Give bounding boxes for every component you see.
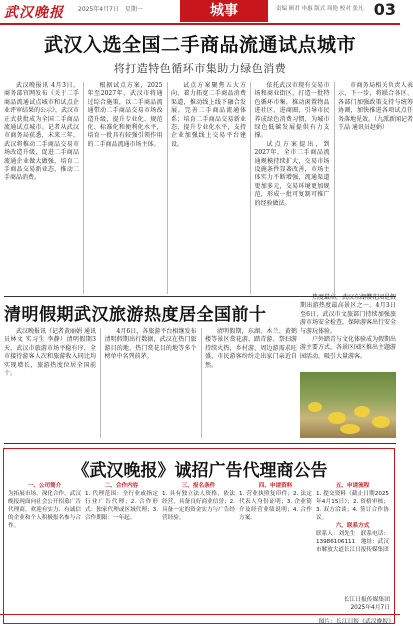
footer-credit: 图片：长江日报《武汉晚报》 [318,619,394,625]
headline-subtitle: 将打造特色循环市集助力绿色消费 [113,62,287,75]
ad-column: 四、申请资料 1. 营业执照复印件；2. 法定代表人身份证明；3. 企业简介及经营业绩说明；4. 合作方案。 [239,483,312,521]
ad-column: 三、报名条件 1. 具有独立法人资格，依法经营，具备良好商业信誉；2. 具备一定的资金实力与广告经营经验。 [162,483,235,521]
section-title: 城事 [180,0,268,22]
ad-column: 二、合作内容 1. 代理范围：全行业或指定行业广告代理；2. 合作形式：独家代理或区域代理；3. 合作期限：一年起。 [85,483,158,521]
ad-signature: 长江日报传媒集团 2025年4月7日 [343,597,390,611]
story1-column: 武汉晚报讯 4月3日，商务部官网发布《关于二手商品流通试点城市和试点企业评审结果的公示》，武汉市正式获批成为全国二手商品流通试点城市。记者从武汉市商务局获悉，未来三年，武汉将推动二手商品交易市场改造升级，促进二手商品流通企业做大做强，培育二手商品交易新业态，推动二手商品消费。 [4,82,80,182]
issue-date: 2025年4月7日 星期一 [78,6,143,13]
story2-column: 清明假期，东湖、木兰、黄鹤楼等景区赏花游、踏青游、祭扫游持续火热，乡村游、周边游需求旺盛，市民游客纷纷走出家门亲近自然。 [205,328,297,369]
page-number: 03 [373,0,396,19]
story2-side-column: 热度最高，武汉东湖樱花园是假期出游热度最高景区之一。4月3日至6日，武汉市文旅部门持续加强旅游市场安全检查，保障游客出行安全与游玩体验。 户外踏青与文化体验成为假期出游主要方式，各景区园区推出主题游园活动，吸引大量游客。 [300,294,397,360]
ad-title: 《武汉晚报》诚招广告代理商公告 [72,461,328,481]
story1-column: 根据试点方案，2025年至2027年，武汉市将通过综合施策，以二手商品流通带动二手商品交易市场改造升级，提升专业化、规范化、标准化和便利化水平，培育一批具有较强引领作用的二手商品流通市场主体。 [87,82,163,148]
flower-field-photo [300,372,396,438]
ad-column: 五、申请流程 1. 提交资料（截止日期2025年4月15日）；2. 资格审核；3. 双方洽谈；4. 签订合作协议。 六、联系方式 联系人：刘先生 联系电话：13986106111 地址：武汉市解放大道长江日报传媒集团 [316,483,389,553]
story1-column: 依托武汉市现有交易市场和商业街区，打造一批特色循环市集，推动闲置物品进社区、进商圈，引导市民养成绿色消费习惯，为城市绿色低碳发展提供有力支撑。 试点方案提出，到2027年，全市二手商品流通规模持续扩大，交易市场设施条件显著改善，市场主体实力不断增强，流通渠道更加多元，交易环境更加规范，形成一批可复制可推广的经验做法。 [254,82,330,207]
headline-tourism: 清明假期武汉旅游热度居全国前十 [4,305,267,325]
newspaper-logo: 武汉晚报 [4,5,64,21]
story2-body [4,328,297,438]
story1-column: 试点方案聚焦五大方向，着力拓宽二手商品消费渠道，推动线上线下融合发展，完善二手商品流通体系；培育二手商品交易新业态，提升专业化水平，支持企业加强线上交易平台建设。 [171,82,246,148]
ad-body [8,482,389,598]
masthead [0,0,400,24]
story1-body [4,82,413,294]
headline-main: 武汉入选全国二手商品流通试点城市 [43,34,356,56]
masthead-rule [0,23,400,25]
story2-column: 4月6日，各旅游平台相继发布清明假期出行数据，武汉在热门旅游目的地、热门赏花目的地等多个榜单中名列前茅。 [104,328,197,361]
ad-column: 一、公司简介 为拓展市场、深化合作，武汉晚报现面向社会公开招募广告代理商。欢迎有实力、有诚信的企业和个人积极报名参与合作。 [8,483,81,529]
editor-credits: 责编 顾君 申惠 版式 周艳 校对 张凡 [276,6,364,12]
section-divider [4,443,396,444]
story1-column: 市商务局相关负责人表示，下一步，将联合各区、各部门加强政策支持与统筹协调，加快推进各项试点任务落地见效。（九派新闻记者王晶 通讯员赵娟） [338,82,413,132]
story2-column: 武汉晚报讯（记者黄丽娟 通讯员林文 实习生 李静）清明假期3天，武汉市旅游市场平稳有序，全市接待游客人次和旅游收入同比均实现增长，旅游热度位居全国前十。 [4,328,96,378]
